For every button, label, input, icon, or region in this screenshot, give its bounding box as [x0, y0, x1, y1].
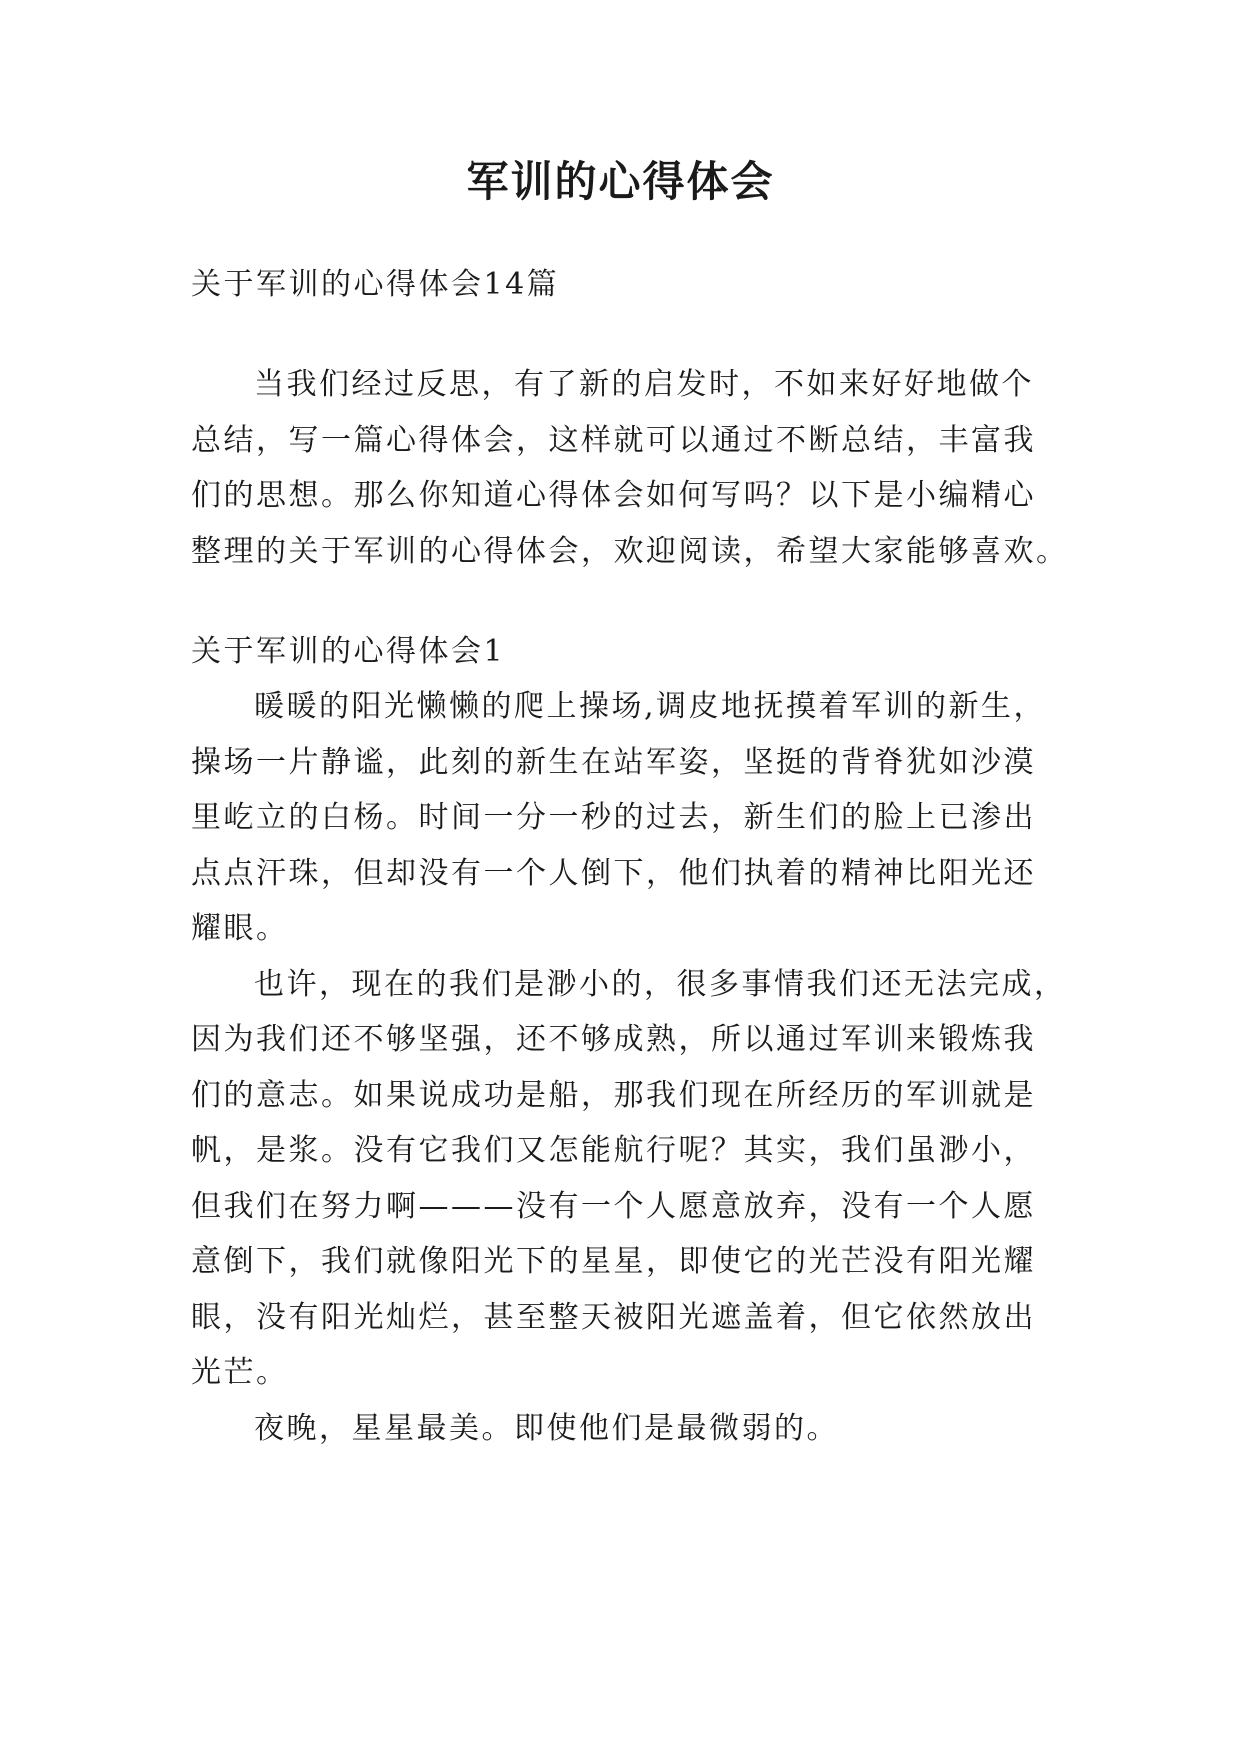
- paragraph-line: 耀眼。: [191, 911, 289, 946]
- paragraph-line: 们的意志。如果说成功是船，那我们现在所经历的军训就是: [191, 1078, 1036, 1113]
- intro-line: 整理的关于军训的心得体会，欢迎阅读，希望大家能够喜欢。: [191, 534, 1069, 569]
- document-subtitle: 关于军训的心得体会14篇: [191, 267, 560, 302]
- paragraph-line: 眼，没有阳光灿烂，甚至整天被阳光遮盖着，但它依然放出: [191, 1300, 1036, 1335]
- paragraph-line: 操场一片静谧，此刻的新生在站军姿，坚挺的背脊犹如沙漠: [191, 745, 1036, 780]
- intro-line: 总结，写一篇心得体会，这样就可以通过不断总结，丰富我: [191, 423, 1036, 458]
- section-heading: 关于军训的心得体会1: [191, 634, 506, 669]
- intro-line: 们的思想。那么你知道心得体会如何写吗？以下是小编精心: [191, 478, 1036, 513]
- paragraph-line: 也许，现在的我们是渺小的，很多事情我们还无法完成，: [254, 967, 1067, 1002]
- paragraph-line: 因为我们还不够坚强，还不够成熟，所以通过军训来锻炼我: [191, 1022, 1036, 1057]
- document-title: 军训的心得体会: [466, 157, 775, 206]
- paragraph-line: 点点汗珠，但却没有一个人倒下，他们执着的精神比阳光还: [191, 856, 1036, 891]
- paragraph-line: 光芒。: [191, 1355, 289, 1390]
- paragraph-line: 但我们在努力啊———没有一个人愿意放弃，没有一个人愿: [191, 1189, 1036, 1224]
- paragraph-line: 暖暖的阳光懒懒的爬上操场,调皮地抚摸着军训的新生，: [254, 689, 1047, 724]
- paragraph-line: 里屹立的白杨。时间一分一秒的过去，新生们的脸上已渗出: [191, 800, 1036, 835]
- intro-line: 当我们经过反思，有了新的启发时，不如来好好地做个: [254, 367, 1034, 402]
- paragraph-line: 意倒下，我们就像阳光下的星星，即使它的光芒没有阳光耀: [191, 1244, 1036, 1279]
- paragraph-line: 帆，是浆。没有它我们又怎能航行呢？其实，我们虽渺小，: [191, 1133, 1036, 1168]
- paragraph-line: 夜晚，星星最美。即使他们是最微弱的。: [254, 1411, 839, 1446]
